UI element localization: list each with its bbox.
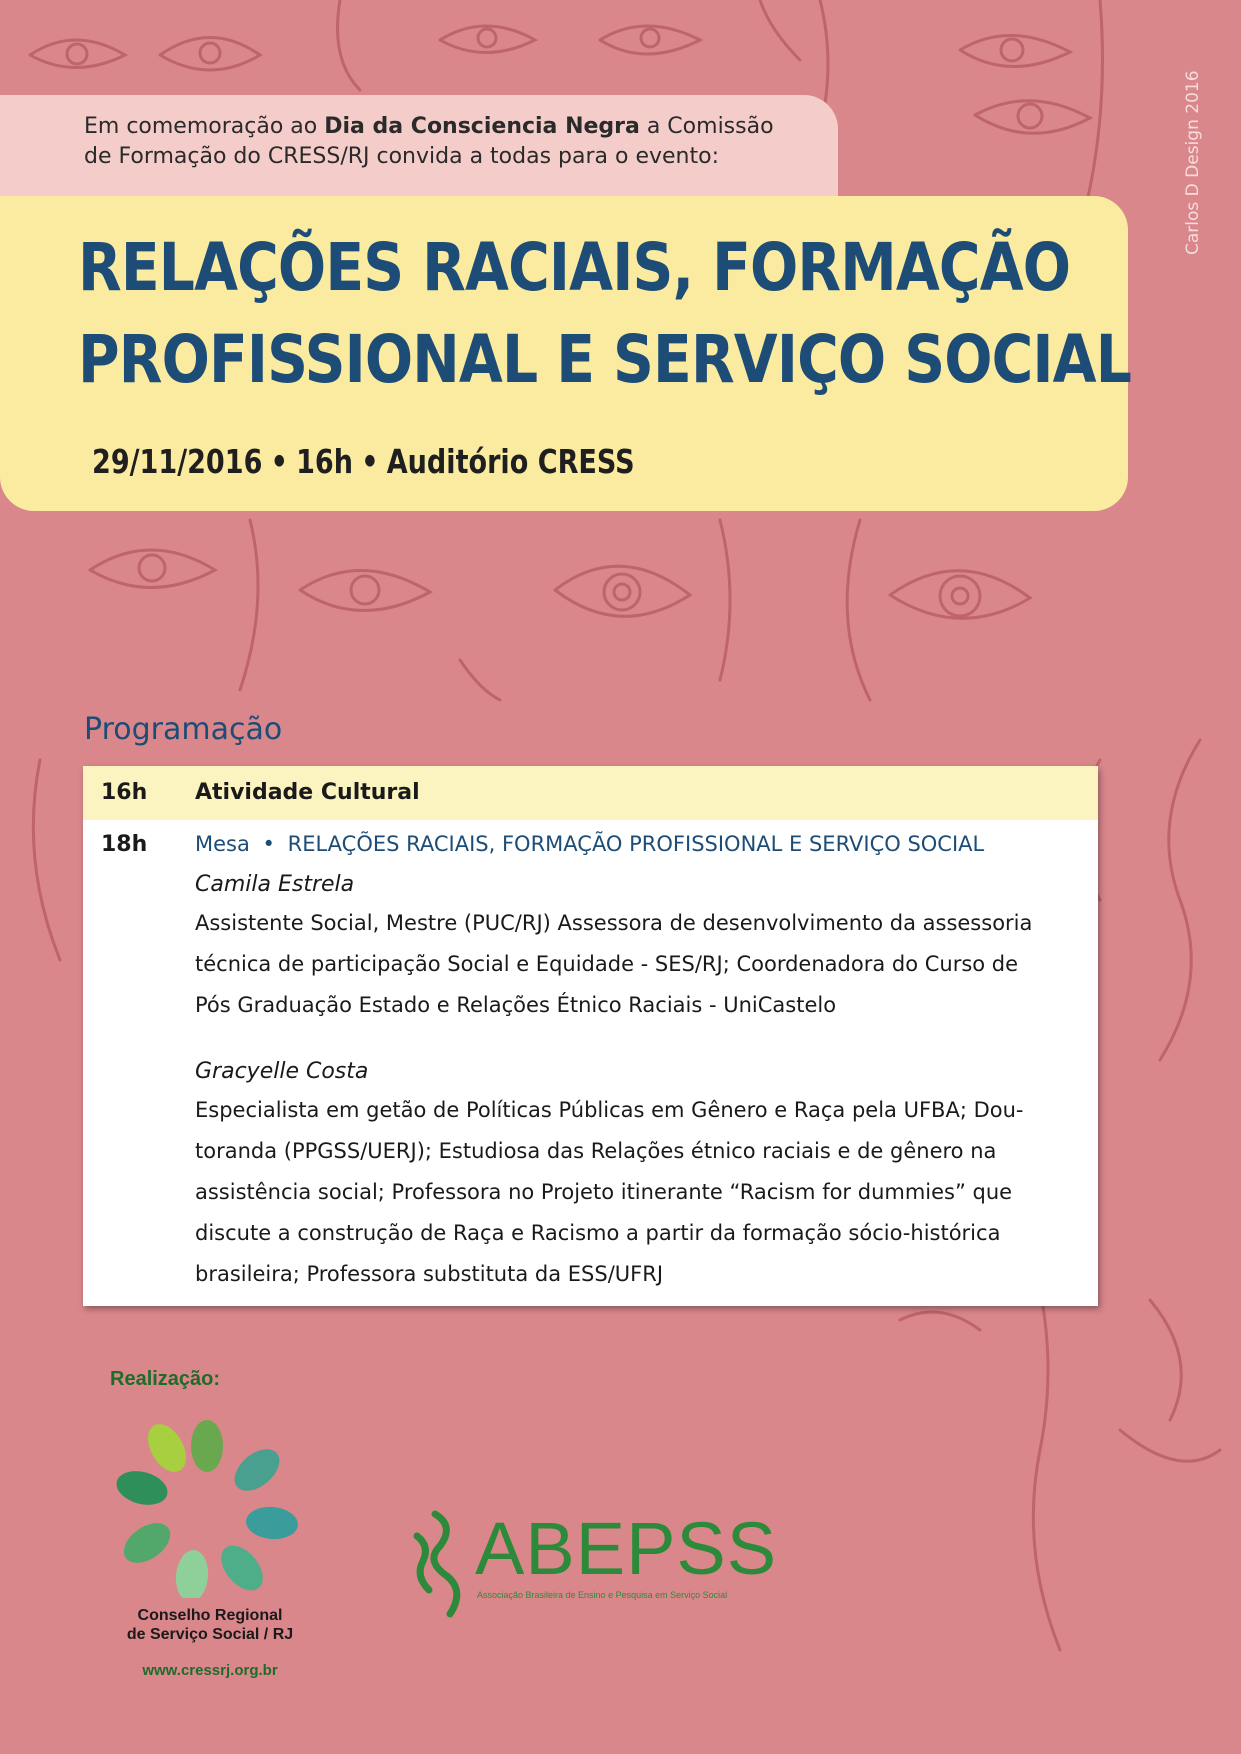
title-line2: PROFISSIONAL E SERVIÇO SOCIAL [78, 321, 1132, 398]
event-title [78, 222, 1132, 406]
cress-hands-logo-icon [112, 1418, 302, 1598]
cress-name-line1: Conselho Regional [137, 1607, 283, 1624]
bullet: • [262, 832, 275, 856]
cress-url[interactable]: www.cressrj.org.br [142, 1662, 278, 1679]
bio-line: discute a construção de Raça e Racismo a partir da formação sócio-histórica [195, 1221, 1001, 1245]
designer-credit: Carlos D Design 2016 [1183, 70, 1203, 255]
bio-line: Pós Graduação Estado e Relações Étnico Raciais - UniCastelo [195, 993, 837, 1017]
separator: • [270, 442, 288, 481]
bio-line: Especialista em getão de Políticas Públicas em Gênero e Raça pela UFBA; Dou- [195, 1098, 1024, 1122]
program-table [83, 766, 1098, 1306]
event-place: Auditório CRESS [386, 442, 635, 481]
event-when [92, 442, 635, 481]
intro-highlight: Dia da Consciencia Negra [324, 114, 640, 139]
event-time: 16h [296, 442, 354, 481]
cress-name [100, 1606, 320, 1644]
program-time: 18h [101, 832, 148, 857]
abepss-name: ABEPSS [475, 1507, 778, 1590]
intro-part1: Em comemoração ao [84, 114, 325, 139]
title-line1: RELAÇÕES RACIAIS, FORMAÇÃO [78, 229, 1071, 306]
speaker-name: Camila Estrela [195, 872, 355, 897]
mesa-title: RELAÇÕES RACIAIS, FORMAÇÃO PROFISSIONAL E SERVIÇO SOCIAL [287, 832, 985, 856]
speaker-bio [195, 1090, 1085, 1295]
speaker-bio [195, 903, 1085, 1026]
bio-line: técnica de participação Social e Equidade - SES/RJ; Coordenadora do Curso de [195, 952, 1019, 976]
programacao-heading: Programação [84, 712, 283, 747]
intro-text [84, 112, 844, 172]
intro-line2: de Formação do CRESS/RJ convida a todas para o evento: [84, 144, 719, 169]
abepss-subtitle: Associação Brasileira de Ensino e Pesquisa em Serviço Social [477, 1590, 728, 1600]
separator: • [361, 442, 379, 481]
bio-line: assistência social; Professora no Projeto itinerante “Racism for dummies” que [195, 1180, 1013, 1204]
program-row-cultural [83, 766, 1098, 820]
bio-line: brasileira; Professora substituta da ESS/UFRJ [195, 1262, 664, 1286]
bio-line: toranda (PPGSS/UERJ); Estudiosa das Relações étnico raciais e de gênero na [195, 1139, 997, 1163]
speaker-name: Gracyelle Costa [195, 1059, 369, 1084]
program-time: 16h [101, 780, 148, 805]
mesa-title-line [195, 832, 984, 856]
cress-name-line2: de Serviço Social / RJ [126, 1626, 294, 1643]
bio-line: Assistente Social, Mestre (PUC/RJ) Assessora de desenvolvimento da assessoria [195, 911, 1033, 935]
event-date: 29/11/2016 [92, 442, 263, 481]
intro-part2: a Comissão [639, 114, 774, 139]
program-activity: Atividade Cultural [195, 780, 420, 805]
realizacao-label: Realização: [110, 1368, 221, 1390]
mesa-label: Mesa [195, 832, 250, 856]
